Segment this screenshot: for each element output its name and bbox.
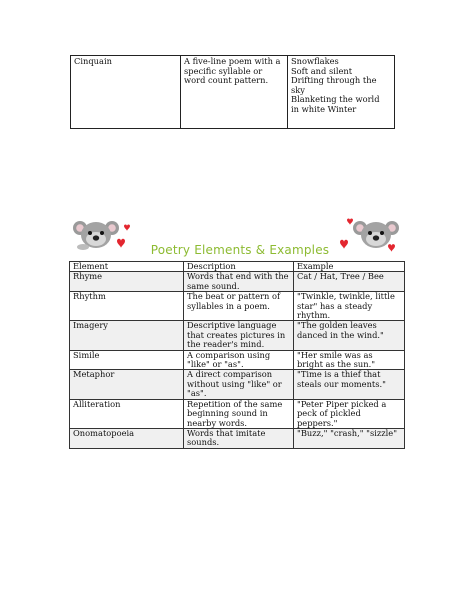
table-row	[70, 370, 405, 399]
element-cell: Rhythm	[70, 292, 184, 321]
column-header: Element	[70, 262, 184, 272]
example-cell: "Peter Piper picked a peck of pickled peppers."	[294, 399, 405, 428]
description-cell: Repetition of the same beginning sound in nearby words.	[184, 399, 294, 428]
table-row	[70, 292, 405, 321]
table-row	[70, 350, 405, 370]
cinquain-table	[70, 55, 395, 129]
table-row	[70, 428, 405, 448]
table-row	[70, 272, 405, 292]
koala-heart-icon	[72, 213, 134, 253]
description-cell: A five-line poem with a specific syllable or word count pattern.	[181, 56, 288, 129]
example-line: Blanketing the world	[291, 94, 380, 105]
description-cell: Words that end with the same sound.	[184, 272, 294, 292]
example-cell: Cat / Hat, Tree / Bee	[294, 272, 405, 292]
element-cell: Metaphor	[70, 370, 184, 399]
table-row	[70, 399, 405, 428]
section-title: Poetry Elements & Examples	[150, 243, 330, 257]
example-cell	[288, 56, 395, 129]
term-cell: Cinquain	[71, 56, 181, 129]
column-header: Description	[184, 262, 294, 272]
example-cell: "The golden leaves danced in the wind."	[294, 321, 405, 350]
example-line: in white Winter	[291, 103, 357, 114]
description-cell: Words that imitate sounds.	[184, 428, 294, 448]
element-cell: Onomatopoeia	[70, 428, 184, 448]
example-cell: "Time is a thief that steals our moments."	[294, 370, 405, 399]
element-cell: Simile	[70, 350, 184, 370]
table-header-row	[70, 262, 405, 272]
description-cell: A comparison using "like" or "as".	[184, 350, 294, 370]
poetry-elements-table	[69, 261, 405, 449]
example-cell: "Twinkle, twinkle, little star" has a steady rhythm.	[294, 292, 405, 321]
example-cell: "Her smile was as bright as the sun."	[294, 350, 405, 370]
example-line: Soft and silent	[291, 65, 353, 76]
description-cell: A direct comparison without using "like" or "as".	[184, 370, 294, 399]
element-cell: Alliteration	[70, 399, 184, 428]
description-cell: The beat or pattern of syllables in a poem.	[184, 292, 294, 321]
example-line: Drifting through the	[291, 75, 377, 86]
example-line: Snowflakes	[291, 56, 339, 66]
column-header: Example	[294, 262, 405, 272]
table-row	[71, 56, 395, 129]
element-cell: Imagery	[70, 321, 184, 350]
example-cell: "Buzz," "crash," "sizzle"	[294, 428, 405, 448]
description-cell: Descriptive language that creates pictures in the reader's mind.	[184, 321, 294, 350]
table-row	[70, 321, 405, 350]
example-line: sky	[291, 84, 305, 95]
element-cell: Rhyme	[70, 272, 184, 292]
